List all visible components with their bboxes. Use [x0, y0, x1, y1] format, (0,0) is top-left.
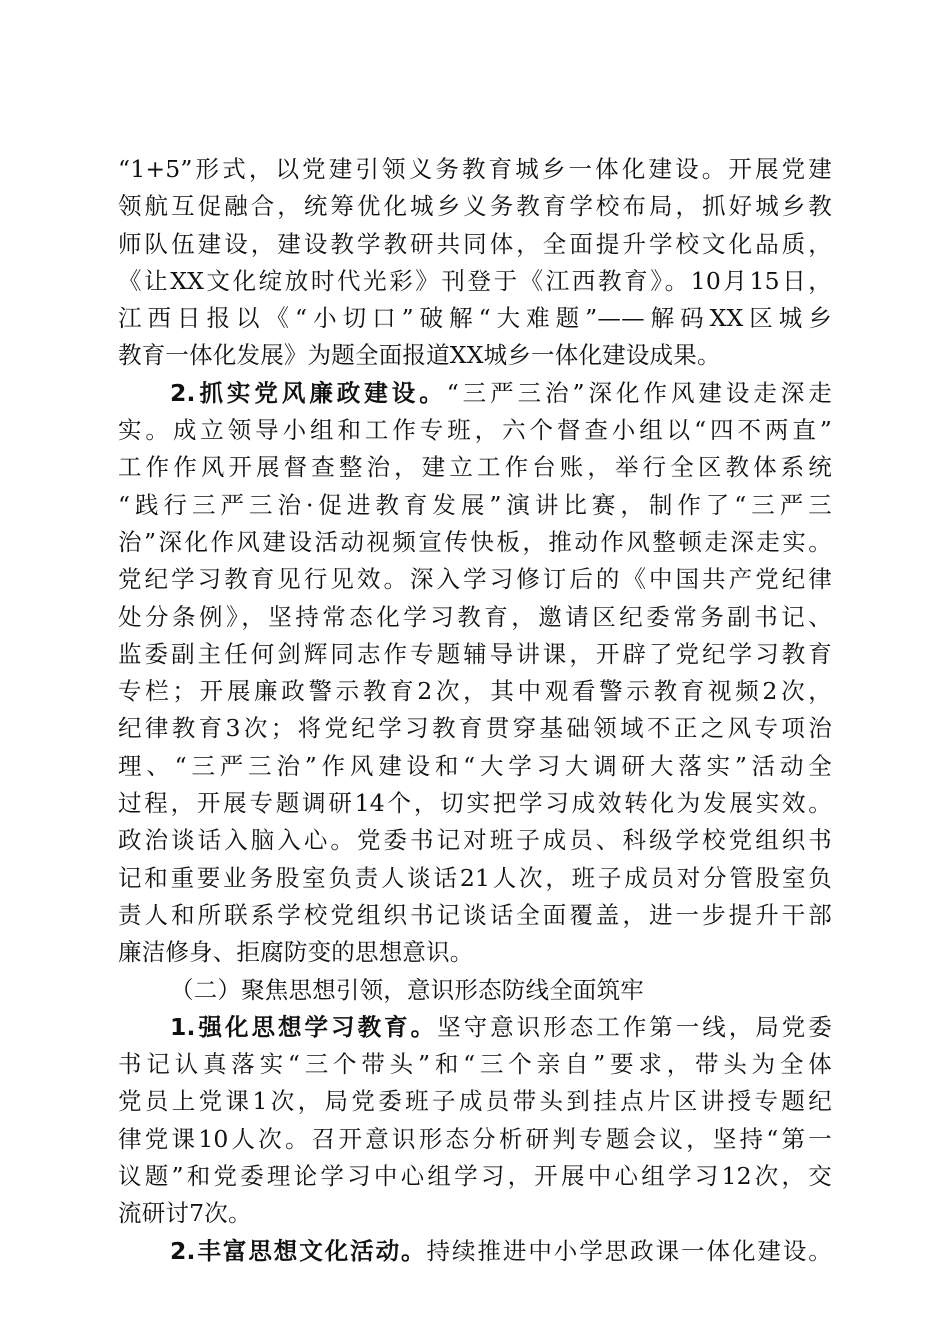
- text-line: 记和重要业务股室负责人谈话21人次，班子成员对分管股室负: [118, 863, 832, 892]
- text-line: 政治谈话入脑入心。党委书记对班子成员、科级学校党组织书: [118, 826, 832, 855]
- text-span: “三严三治”深化作风建设走深走: [446, 378, 832, 407]
- text-line: 责人和所联系学校党组织书记谈话全面覆盖，进一步提升干部: [118, 900, 832, 929]
- paragraph-cultural-activities: [118, 1233, 832, 1270]
- paragraph-party-conduct: [118, 375, 832, 972]
- text-line: “1+5”形式，以党建引领义务教育城乡一体化建设。开展党建: [118, 155, 832, 183]
- text-line: 书记认真落实“三个带头”和“三个亲自”要求，带头为全体: [118, 1050, 832, 1079]
- text-line: 监委副主任何剑辉同志作专题辅导讲课，开辟了党纪学习教育: [118, 639, 832, 668]
- text-line: [118, 1233, 832, 1270]
- text-line: [118, 1009, 832, 1046]
- text-line: 党纪学习教育见行见效。深入学习修订后的《中国共产党纪律: [118, 565, 832, 594]
- section-title: （二）聚焦思想引领，意识形态防线全面筑牢: [170, 975, 644, 1004]
- text-line: 流研讨7次。: [118, 1199, 252, 1228]
- paragraph-heading: 2.抓实党风廉政建设。: [170, 378, 447, 407]
- text-line: 过程，开展专题调研14个，切实把学习成效转化为发展实效。: [118, 789, 832, 818]
- section-heading: [118, 972, 832, 1009]
- text-line: 领航互促融合，统筹优化城乡义务教育学校布局，抓好城乡教: [118, 192, 832, 221]
- text-line: 工作作风开展督查整治，建立工作台账，举行全区教体系统: [118, 453, 832, 482]
- document-page: [118, 151, 832, 1270]
- text-line: 教育一体化发展》为题全面报道XX城乡一体化建设成果。: [118, 341, 721, 370]
- text-line: 纪律教育3次；将党纪学习教育贯穿基础领域不正之风专项治: [118, 714, 832, 743]
- text-line: 《让XX文化绽放时代光彩》刊登于《江西教育》。10月15日，: [118, 266, 832, 295]
- text-span: 持续推进中小学思政课一体化建设。: [426, 1236, 832, 1265]
- text-line: 廉洁修身、拒腐防变的思想意识。: [118, 938, 474, 967]
- text-line: 师队伍建设，建设教学教研共同体，全面提升学校文化品质，: [118, 229, 832, 258]
- text-line: 专栏；开展廉政警示教育2次，其中观看警示教育视频2次，: [118, 677, 832, 706]
- text-line: 处分条例》，坚持常态化学习教育，邀请区纪委常务副书记、: [118, 602, 832, 631]
- paragraph-continuation: [118, 151, 832, 375]
- paragraph-heading: 2.丰富思想文化活动。: [170, 1236, 427, 1265]
- text-span: 坚守意识形态工作第一线，局党委: [437, 1012, 832, 1041]
- text-line: 议题”和党委理论学习中心组学习，开展中心组学习12次，交: [118, 1162, 832, 1191]
- text-line: 理、“三严三治”作风建设和“大学习大调研大落实”活动全: [118, 751, 832, 780]
- text-line: 江西日报以《“小切口”破解“大难题”——解码XX区城乡: [118, 304, 832, 333]
- paragraph-heading: 1.强化思想学习教育。: [170, 1012, 438, 1041]
- text-line: “践行三严三治·促进教育发展”演讲比赛，制作了“三严三: [118, 490, 832, 519]
- text-line: 党员上党课1次，局党委班子成员带头到挂点片区讲授专题纪: [118, 1087, 832, 1116]
- paragraph-study-education: [118, 1009, 832, 1233]
- text-line: 治”深化作风建设活动视频宣传快板，推动作风整顿走深走实。: [118, 527, 832, 556]
- text-line: 实。成立领导小组和工作专班，六个督查小组以“四不两直”: [118, 416, 832, 445]
- text-line: 律党课10人次。召开意识形态分析研判专题会议，坚持“第一: [118, 1124, 832, 1153]
- text-line: [118, 375, 832, 412]
